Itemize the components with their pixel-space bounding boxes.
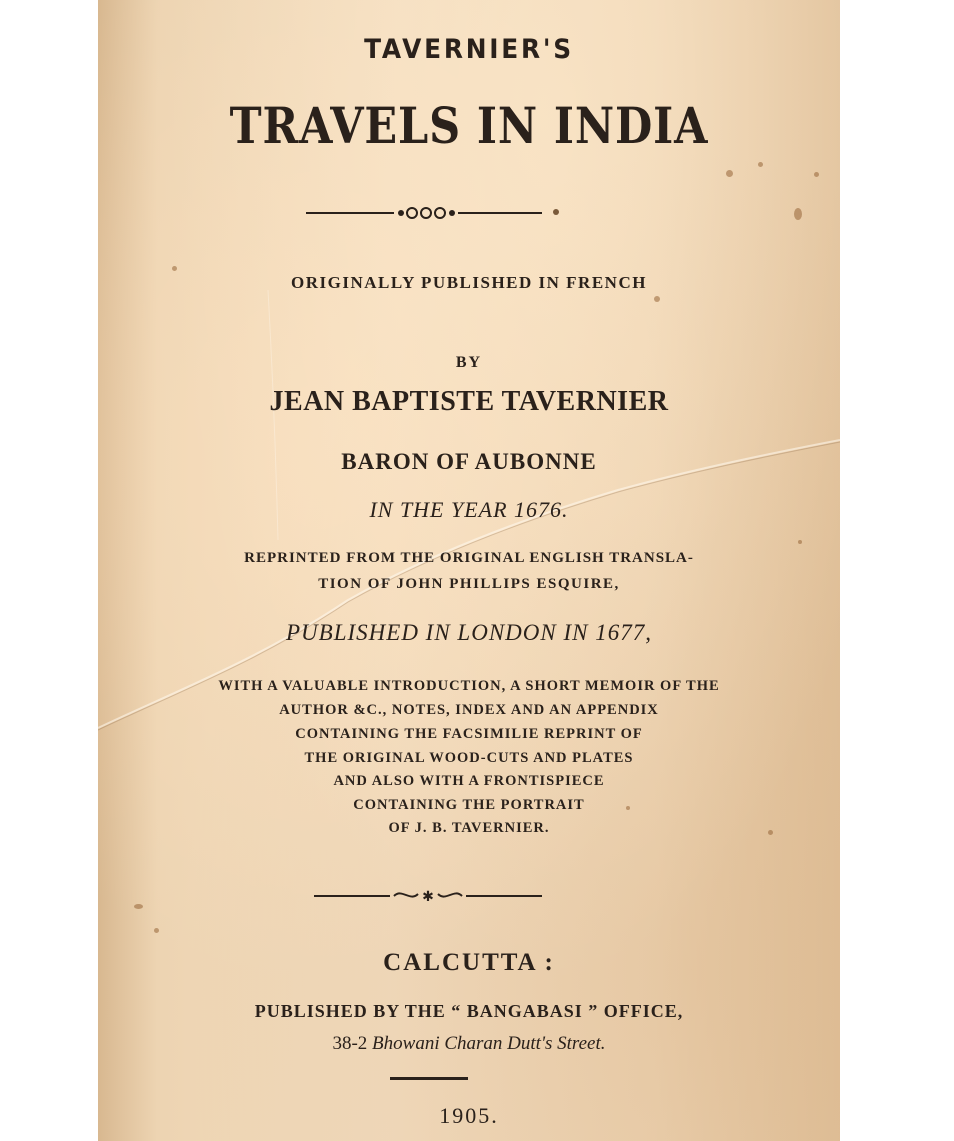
svg-text:✱: ✱	[422, 889, 434, 904]
title-page	[98, 0, 840, 1141]
decorative-rule-ornament	[306, 203, 566, 221]
address-street: Bhowani Charan Dutt's Street.	[372, 1033, 606, 1054]
contents-line: AUTHOR &C., NOTES, INDEX AND AN APPENDIX	[279, 702, 659, 718]
foxing-spot	[172, 266, 177, 271]
original-language-note: ORIGINALLY PUBLISHED IN FRENCH	[291, 273, 647, 292]
foxing-spot	[758, 162, 763, 167]
foxing-spot	[814, 172, 819, 177]
by-line: BY	[455, 354, 483, 371]
author-possessive-heading: TAVERNIER'S	[364, 34, 574, 65]
contents-line: CONTAINING THE PORTRAIT	[353, 797, 585, 813]
decorative-flourish-ornament	[314, 886, 542, 904]
contents-line: WITH A VALUABLE INTRODUCTION, A SHORT MEMOIR OF THE	[218, 678, 720, 694]
reprint-note-line-1: REPRINTED FROM THE ORIGINAL ENGLISH TRANSLA-	[244, 550, 694, 566]
publication-year: 1905.	[439, 1103, 499, 1128]
imprint-publisher: PUBLISHED BY THE “ BANGABASI ” OFFICE,	[254, 1001, 684, 1021]
book-title: TRAVELS IN INDIA	[229, 96, 709, 155]
imprint-divider	[390, 1077, 468, 1080]
contents-line: CONTAINING THE FACSIMILIE REPRINT OF	[295, 726, 643, 742]
original-year: IN THE YEAR 1676.	[369, 497, 569, 522]
london-edition-line: PUBLISHED IN LONDON IN 1677,	[286, 620, 652, 645]
foxing-spot	[794, 208, 802, 220]
contents-line: THE ORIGINAL WOOD-CUTS AND PLATES	[304, 750, 634, 766]
contents-line: AND ALSO WITH A FRONTISPIECE	[333, 773, 605, 789]
foxing-spot	[134, 904, 143, 909]
foxing-spot	[654, 296, 660, 302]
imprint-city: CALCUTTA :	[383, 949, 555, 976]
imprint-address	[98, 1033, 840, 1055]
address-number: 38-2	[332, 1033, 368, 1054]
reprint-note-line-2: TION OF JOHN PHILLIPS ESQUIRE,	[318, 576, 620, 592]
foxing-spot	[798, 540, 802, 544]
foxing-spot	[726, 170, 733, 177]
author-title: BARON OF AUBONNE	[341, 449, 597, 474]
contents-line: OF J. B. TAVERNIER.	[388, 820, 550, 836]
foxing-spot	[154, 928, 159, 933]
author-name: JEAN BAPTISTE TAVERNIER	[269, 386, 669, 417]
